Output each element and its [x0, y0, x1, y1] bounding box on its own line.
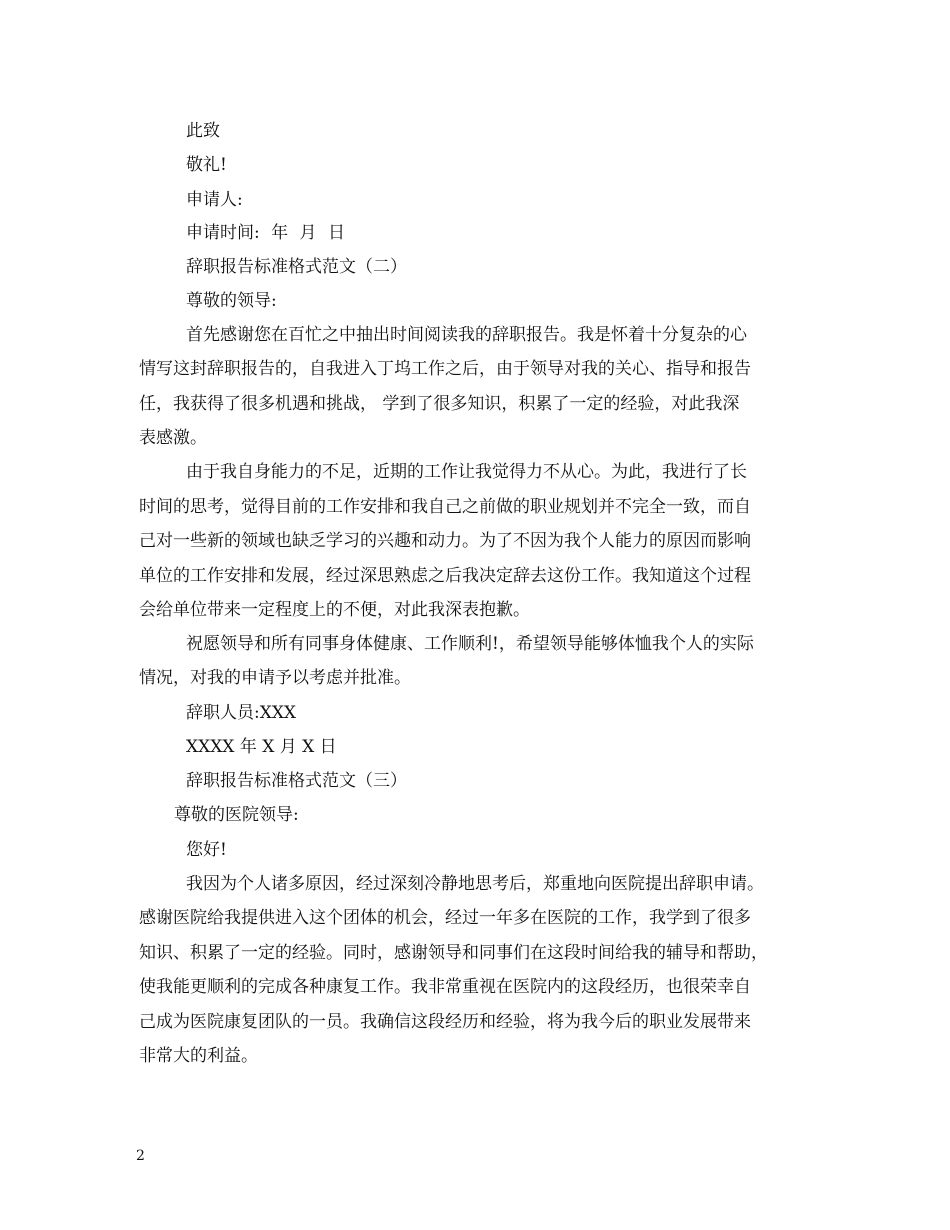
paragraph-line: 我因为个人诸多原因，经过深刻冷静地思考后，郑重地向医院提出辞职申请。 — [186, 874, 764, 894]
resignee-line: 辞职人员:XXX — [186, 703, 297, 723]
page-number: 2 — [136, 1148, 145, 1164]
paragraph-line: 祝愿领导和所有同事身体健康、工作顺利!，希望领导能够体恤我个人的实际 — [186, 634, 754, 654]
section-title-2: 辞职报告标准格式范文（二） — [186, 257, 407, 277]
paragraph-line: 知识、积累了一定的经验。同时，感谢领导和同事们在这段时间给我的辅导和帮助， — [139, 943, 768, 963]
paragraph-line: 使我能更顺利的完成各种康复工作。我非常重视在医院内的这段经历，也很荣幸自 — [139, 977, 751, 997]
paragraph-line: 由于我自身能力的不足，近期的工作让我觉得力不从心。为此，我进行了长 — [186, 462, 747, 482]
section-title-3: 辞职报告标准格式范文（三） — [186, 771, 407, 791]
greeting-line: 尊敬的领导: — [186, 291, 277, 311]
paragraph-line: 表感激。 — [139, 428, 207, 448]
hello-line: 您好! — [186, 840, 227, 860]
paragraph-line: 感谢医院给我提供进入这个团体的机会，经过一年多在医院的工作，我学到了很多 — [139, 908, 751, 928]
closing-line: 此致 — [186, 121, 220, 141]
paragraph-line: 情况，对我的申请予以考虑并批准。 — [139, 668, 411, 688]
application-date-line: 申请时间: 年 月 日 — [186, 223, 345, 243]
paragraph-line: 任，我获得了很多机遇和挑战， 学到了很多知识，积累了一定的经验，对此我深 — [139, 394, 740, 414]
paragraph-line: 单位的工作安排和发展，经过深思熟虑之后我决定辞去这份工作。我知道这个过程 — [139, 566, 751, 586]
resign-date-line: XXXX 年 X 月 X 日 — [186, 737, 337, 757]
paragraph-line: 己成为医院康复团队的一员。我确信这段经历和经验，将为我今后的职业发展带来 — [139, 1012, 751, 1032]
paragraph-line: 首先感谢您在百忙之中抽出时间阅读我的辞职报告。我是怀着十分复杂的心 — [186, 325, 747, 345]
salutation-line: 敬礼! — [186, 155, 227, 175]
applicant-line: 申请人: — [186, 190, 243, 210]
paragraph-line: 非常大的利益。 — [139, 1046, 258, 1066]
paragraph-line: 己对一些新的领域也缺乏学习的兴趣和动力。为了不因为我个人能力的原因而影响 — [139, 531, 751, 551]
paragraph-line: 会给单位带来一定程度上的不便，对此我深表抱歉。 — [139, 600, 530, 620]
greeting-line: 尊敬的医院领导: — [174, 805, 299, 825]
paragraph-line: 情写这封辞职报告的，自我进入丁坞工作之后，由于领导对我的关心、指导和报告 — [139, 359, 751, 379]
paragraph-line: 时间的思考，觉得目前的工作安排和我自己之前做的职业规划并不完全一致，而自 — [139, 497, 751, 517]
